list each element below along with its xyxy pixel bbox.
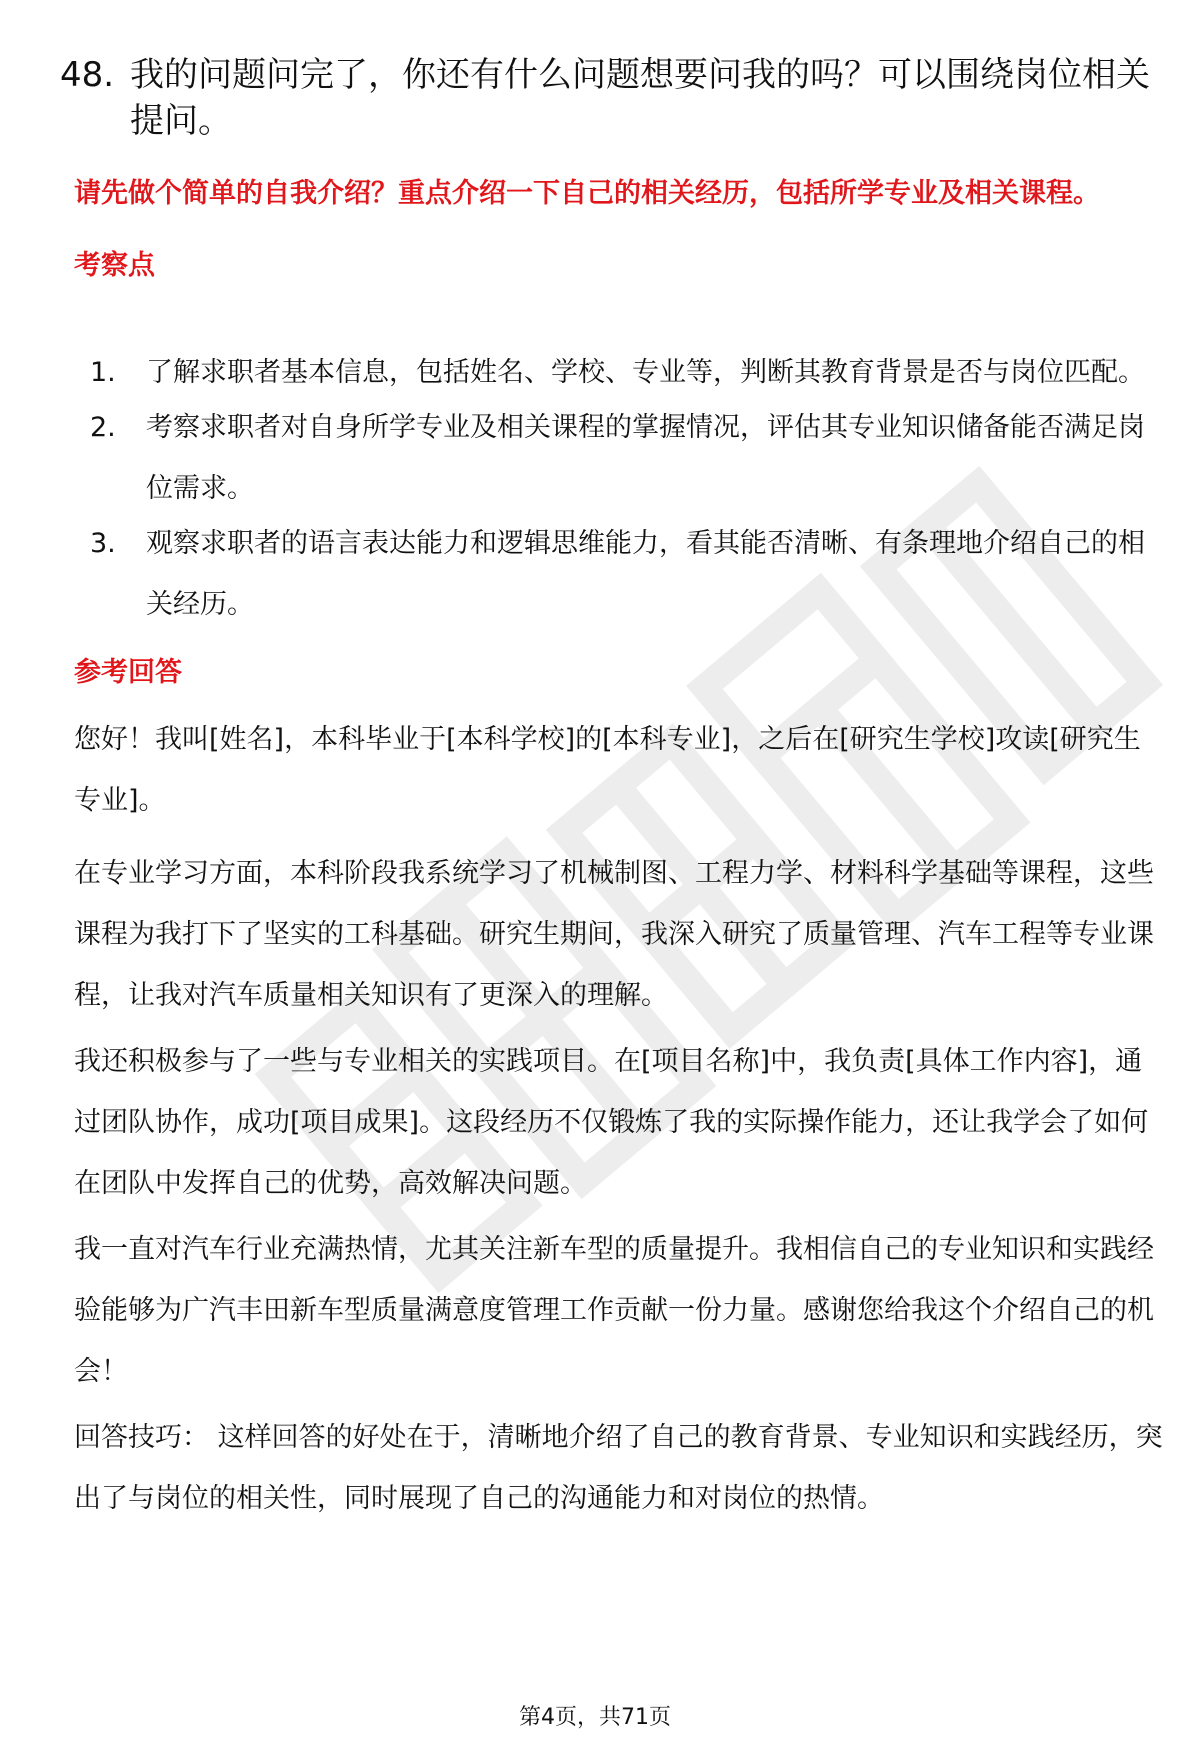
answer-paragraph: 我一直对汽车行业充满热情，尤其关注新车型的质量提升。我相信自己的专业知识和实践经验能够为广汽丰田新车型质量满意度管理工作贡献一份力量。感谢您给我这个介绍自己的机会！ <box>74 1234 1154 1387</box>
point-text: 了解求职者基本信息，包括姓名、学校、专业等，判断其教育背景是否与岗位匹配。 <box>146 357 1145 388</box>
list-item <box>74 397 1164 519</box>
point-text: 考察求职者对自身所学专业及相关课程的掌握情况，评估其专业知识储备能否满足岗位需求。 <box>146 412 1145 504</box>
list-item <box>74 513 1164 635</box>
point-number: 2. <box>90 412 116 443</box>
list-item <box>74 342 1164 403</box>
question-text: 我的问题问完了，你还有什么问题想要问我的吗？可以围绕岗位相关提问。 <box>130 55 1150 141</box>
answer-label: 参考回答 <box>74 657 182 688</box>
answer-paragraph: 在专业学习方面，本科阶段我系统学习了机械制图、工程力学、材料科学基础等课程，这些课程为我打下了坚实的工科基础。研究生期间，我深入研究了质量管理、汽车工程等专业课程，让我对汽车质量相关知识有了更深入的理解。 <box>74 858 1154 1011</box>
answer-paragraph: 我还积极参与了一些与专业相关的实践项目。在[项目名称]中，我负责[具体工作内容]，通过团队协作，成功[项目成果]。这段经历不仅锻炼了我的实际操作能力，还让我学会了如何在团队中发挥自己的优势，高效解决问题。 <box>74 1046 1149 1199</box>
answer-paragraph: 您好！我叫[姓名]，本科毕业于[本科学校]的[本科专业]，之后在[研究生学校]攻读[研究生专业]。 <box>74 724 1141 816</box>
question-number: 48. <box>60 55 115 95</box>
red-heading: 请先做个简单的自我介绍？重点介绍一下自己的相关经历，包括所学专业及相关课程。 <box>74 178 1100 209</box>
point-number: 3. <box>90 528 116 559</box>
points-list <box>74 342 1164 635</box>
question-heading <box>60 52 1150 144</box>
page-footer: 第4页，共71页 <box>519 1705 671 1730</box>
point-number: 1. <box>90 357 116 388</box>
points-label: 考察点 <box>74 250 155 281</box>
point-text: 观察求职者的语言表达能力和逻辑思维能力，看其能否清晰、有条理地介绍自己的相关经历。 <box>146 528 1145 620</box>
answer-tips: 回答技巧： 这样回答的好处在于，清晰地介绍了自己的教育背景、专业知识和实践经历，突出了与岗位的相关性，同时展现了自己的沟通能力和对岗位的热情。 <box>74 1422 1163 1514</box>
